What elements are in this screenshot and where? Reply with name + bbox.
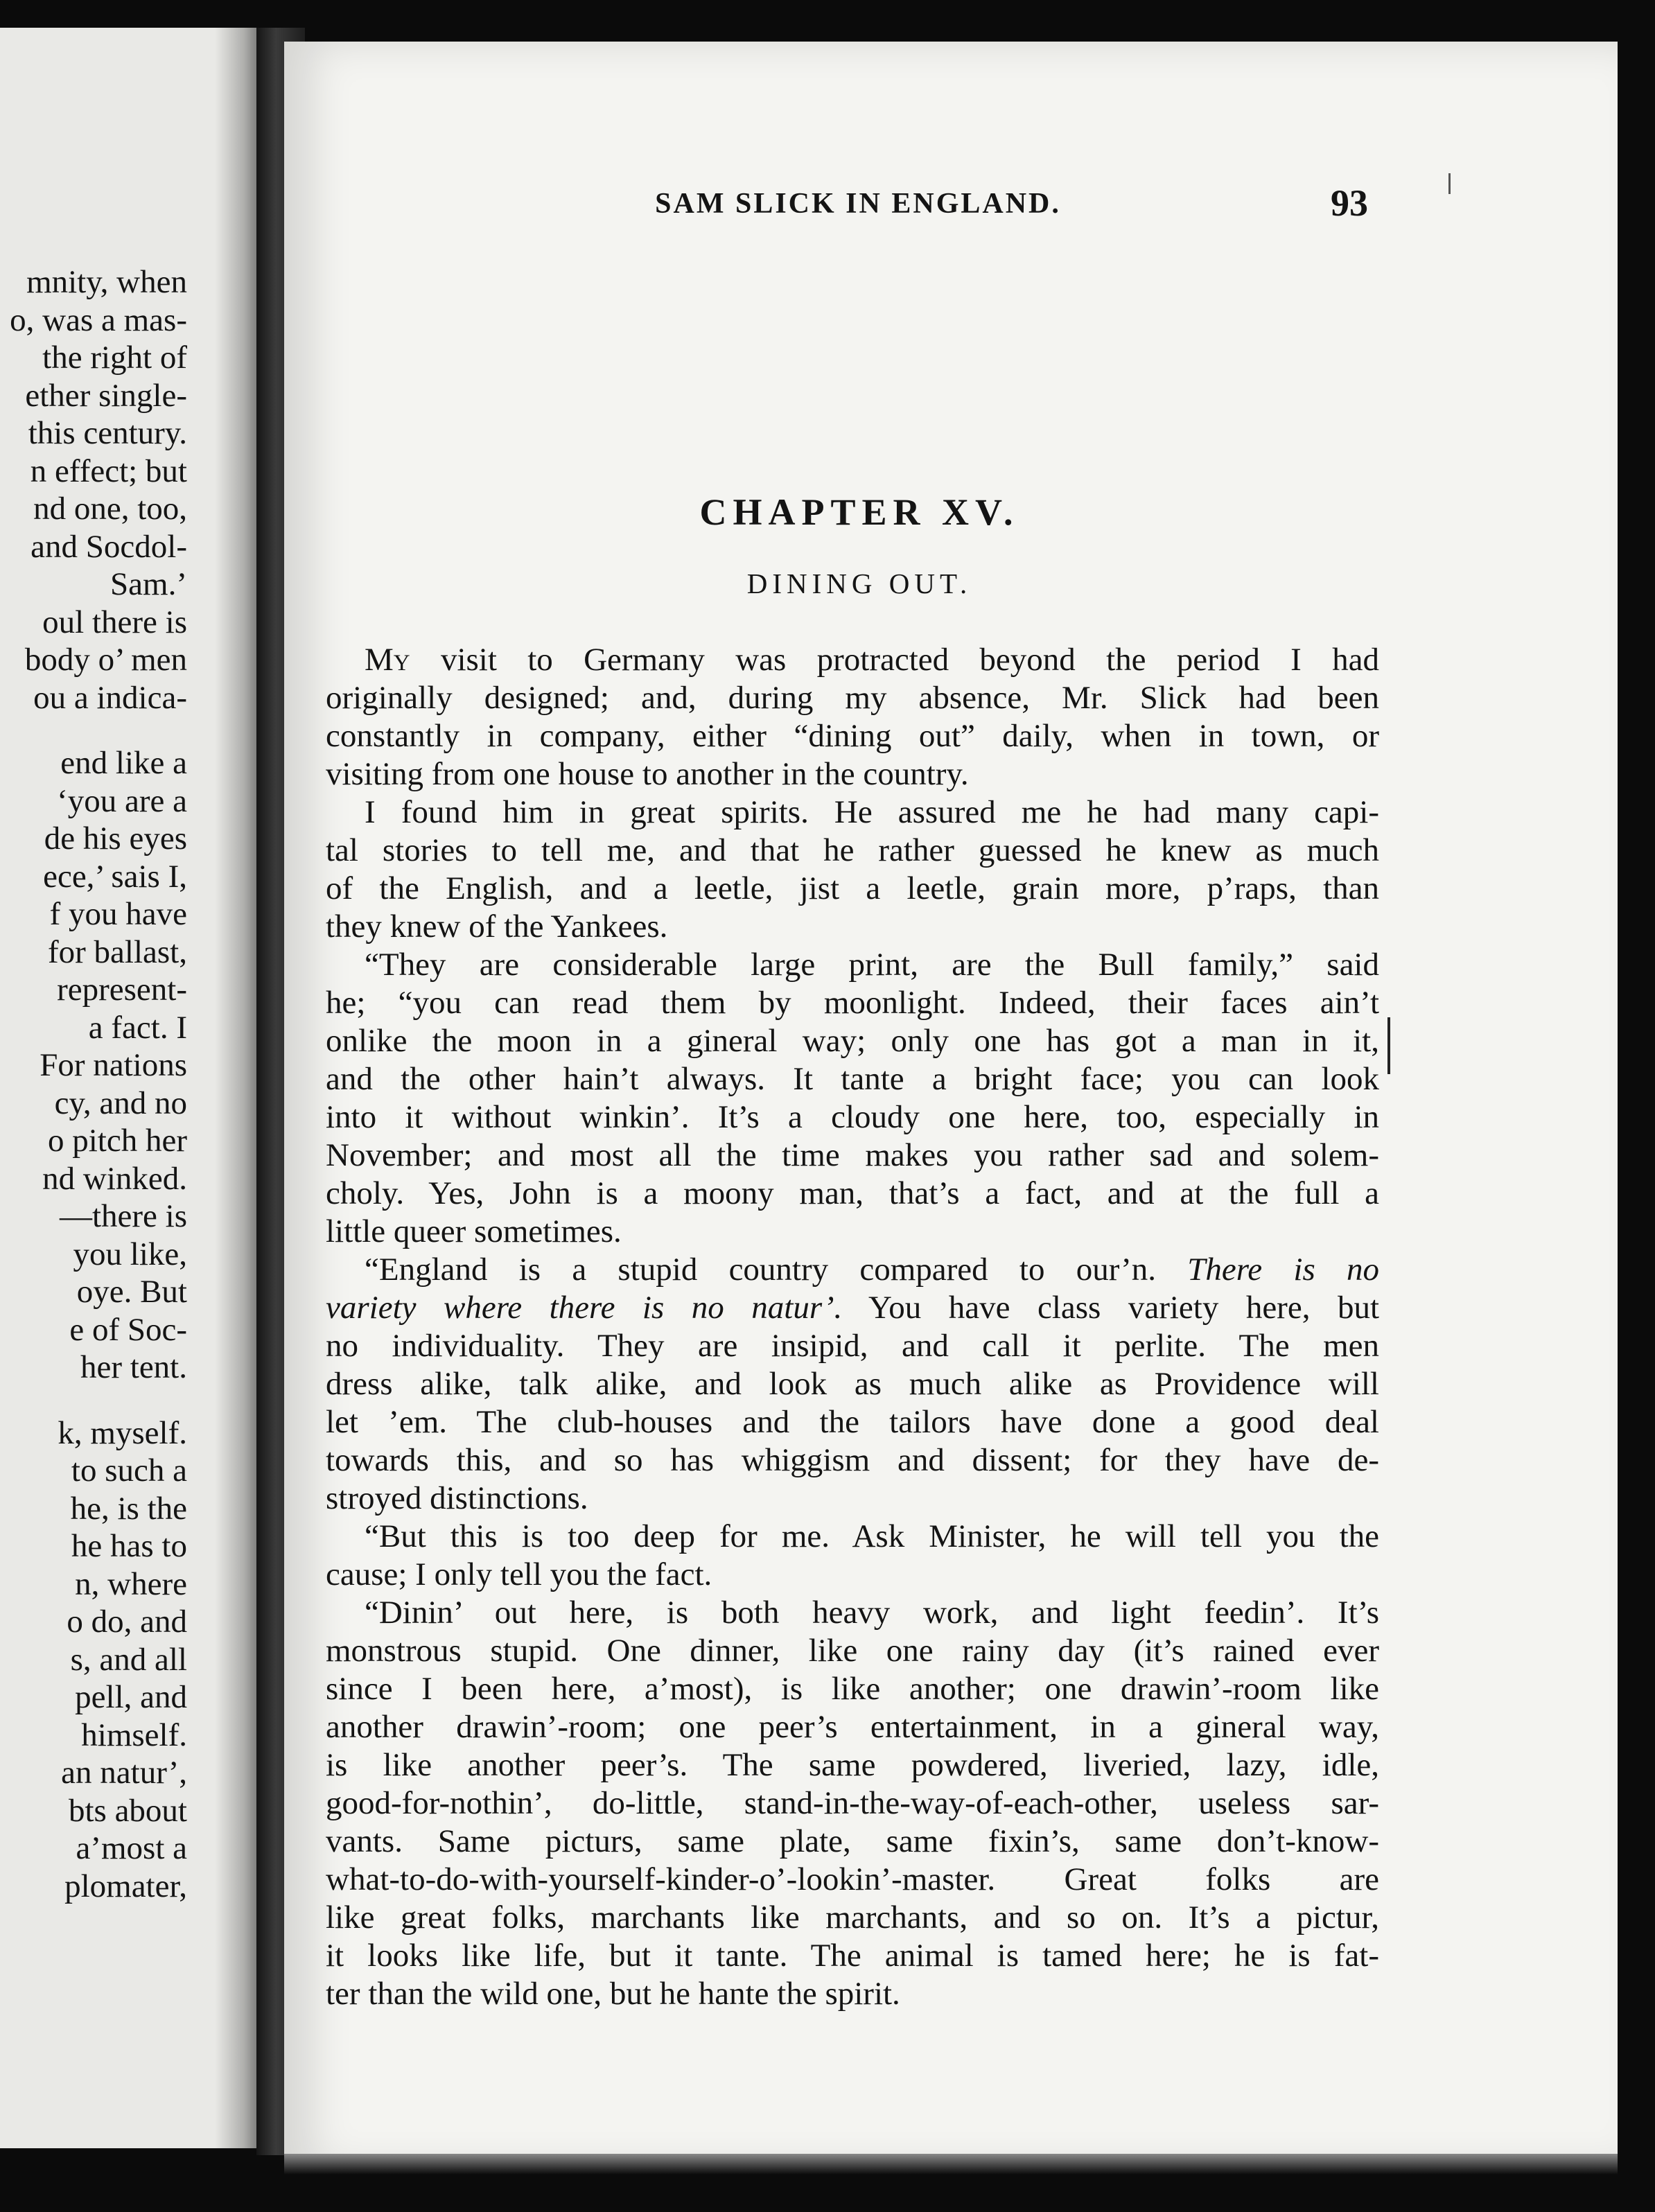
facing-page-line: this century. <box>28 415 187 451</box>
body-line: they knew of the Yankees. <box>326 909 668 945</box>
facing-page-line: a fact. I <box>88 1009 187 1046</box>
facing-page-line: the right of <box>42 340 187 376</box>
chapter-subtitle: DINING OUT. <box>746 568 972 599</box>
facing-page-line: For nations <box>40 1047 187 1083</box>
body-line: onlike the moon in a gineral way; only one has got a man in it, <box>326 1023 1379 1059</box>
facing-page-line: Sam.’ <box>110 566 187 602</box>
facing-page-line: he has to <box>71 1528 187 1564</box>
body-line: variety where there is no natur’. You have class variety here, but <box>326 1290 1380 1326</box>
running-head: SAM SLICK IN ENGLAND. <box>655 188 1061 220</box>
page-number: 93 <box>1331 182 1368 224</box>
facing-page-line: he, is the <box>70 1490 187 1527</box>
body-line: of the English, and a leetle, jist a leetle, grain more, p’raps, than <box>326 870 1379 906</box>
facing-page-line: de his eyes <box>44 820 187 857</box>
body-line: good-for-nothin’, do-little, stand-in-the-way-of-each-other, useless sar- <box>326 1785 1379 1821</box>
body-line: “Dinin’ out here, is both heavy work, and light feedin’. It’s <box>365 1595 1379 1631</box>
facing-page-line: s, and all <box>70 1641 187 1678</box>
facing-page-line: o pitch her <box>48 1123 187 1159</box>
facing-page-line: n, where <box>75 1565 187 1602</box>
body-line: what-to-do-with-yourself-kinder-o’-lookin’-master. Great folks are <box>326 1861 1379 1897</box>
body-line: little queer sometimes. <box>326 1213 622 1249</box>
facing-page-line: k, myself. <box>58 1414 187 1451</box>
facing-page-line: represent- <box>57 972 187 1008</box>
body-line: tal stories to tell me, and that he rather guessed he knew as much <box>326 832 1379 868</box>
chapter-title: CHAPTER XV. <box>699 491 1019 533</box>
body-line: choly. Yes, John is a moony man, that’s a fact, and at the full a <box>326 1175 1379 1211</box>
page-bottom-shadow <box>284 2154 1618 2175</box>
body-line: since I been here, a’most), is like another; one drawin’-room like <box>326 1671 1379 1707</box>
facing-page-line: n effect; but <box>30 453 187 489</box>
body-line: originally designed; and, during my absence, Mr. Slick had been <box>326 680 1379 716</box>
facing-page-line: a’most a <box>76 1830 187 1866</box>
body-line: it looks like life, but it tante. The animal is tamed here; he is fat- <box>326 1938 1379 1974</box>
facing-page-line: himself. <box>81 1717 187 1753</box>
facing-page-line: cy, and no <box>54 1085 187 1121</box>
facing-page-line: ou a indica- <box>33 679 187 716</box>
body-line: is like another peer’s. The same powdered, liveried, lazy, idle, <box>326 1747 1379 1783</box>
facing-page-line: pell, and <box>75 1679 187 1715</box>
body-line: no individuality. They are insipid, and call it perlite. The men <box>326 1328 1379 1364</box>
body-line: vants. Same picturs, same plate, same fixin’s, same don’t-know- <box>326 1823 1379 1859</box>
facing-page-line: e of Soc- <box>69 1311 187 1348</box>
facing-page-line: ‘you are a <box>57 782 187 819</box>
drop-word: My <box>365 642 410 678</box>
facing-page-line: nd winked. <box>42 1160 187 1197</box>
facing-page-line: you like, <box>73 1236 187 1272</box>
body-line: visiting from one house to another in the country. <box>326 756 969 792</box>
body-line: monstrous stupid. One dinner, like one rainy day (it’s rained ever <box>326 1633 1379 1669</box>
body-line: ter than the wild one, but he hante the spirit. <box>326 1976 900 2012</box>
facing-page-line: oul there is <box>42 604 187 640</box>
body-line: I found him in great spirits. He assured me he had many capi- <box>365 794 1379 830</box>
facing-page-line: —there is <box>59 1198 187 1234</box>
body-line: “But this is too deep for me. Ask Minister, he will tell you the <box>365 1518 1379 1554</box>
facing-page-line: o, was a mas- <box>10 301 187 338</box>
body-line: “They are considerable large print, are the Bull family,” said <box>365 947 1379 983</box>
margin-tick-mark <box>1448 173 1451 194</box>
body-line: let ’em. The club-houses and the tailors have done a good deal <box>326 1404 1379 1440</box>
facing-page-line: ece,’ sais I, <box>43 858 187 895</box>
italic-phrase: There is no <box>1187 1252 1380 1288</box>
body-line: another drawin’-room; one peer’s entertainment, in a gineral way, <box>326 1709 1379 1745</box>
facing-page-line: her tent. <box>80 1349 187 1385</box>
facing-page-line: to such a <box>71 1452 187 1489</box>
facing-page-line: ether single- <box>25 377 187 414</box>
facing-page-line: plomater, <box>64 1868 187 1904</box>
facing-page-line: and Socdol- <box>30 528 187 565</box>
facing-page-line: for ballast, <box>48 933 187 970</box>
facing-page-line: f you have <box>49 896 187 932</box>
body-line: into it without winkin’. It’s a cloudy one here, too, especially in <box>326 1099 1379 1135</box>
body-line: dress alike, talk alike, and look as much alike as Providence will <box>326 1366 1379 1402</box>
body-line: November; and most all the time makes you rather sad and solem- <box>326 1137 1379 1173</box>
facing-page-left <box>0 28 263 2148</box>
body-line: towards this, and so has whiggism and dissent; for they have de- <box>326 1442 1379 1478</box>
body-line: cause; I only tell you the fact. <box>326 1556 712 1592</box>
body-line: and the other hain’t always. It tante a bright face; you can look <box>326 1061 1379 1097</box>
margin-bar-mark <box>1387 1017 1390 1074</box>
body-line: stroyed distinctions. <box>326 1480 588 1516</box>
first-line-rest: visit to Germany was protracted beyond the period I had <box>410 642 1379 678</box>
italic-phrase: variety where there is no natur’. <box>326 1290 843 1326</box>
facing-page-line: o do, and <box>67 1604 187 1640</box>
body-line: “England is a stupid country compared to our’n. There is no <box>365 1252 1380 1288</box>
facing-page-line: oye. But <box>76 1274 187 1310</box>
facing-page-line: nd one, too, <box>33 491 187 527</box>
facing-page-line: bts about <box>68 1792 187 1829</box>
body-line: he; “you can read them by moonlight. Indeed, their faces ain’t <box>326 985 1379 1021</box>
facing-page-line: end like a <box>60 745 187 781</box>
facing-page-line: mnity, when <box>26 264 187 300</box>
body-line: constantly in company, either “dining out” daily, when in town, or <box>326 718 1379 754</box>
body-line <box>326 639 1379 681</box>
facing-page-line: body o’ men <box>24 642 187 678</box>
facing-page-line: an natur’, <box>61 1755 187 1791</box>
body-line: like great folks, marchants like marchants, and so on. It’s a pictur, <box>326 1899 1379 1936</box>
